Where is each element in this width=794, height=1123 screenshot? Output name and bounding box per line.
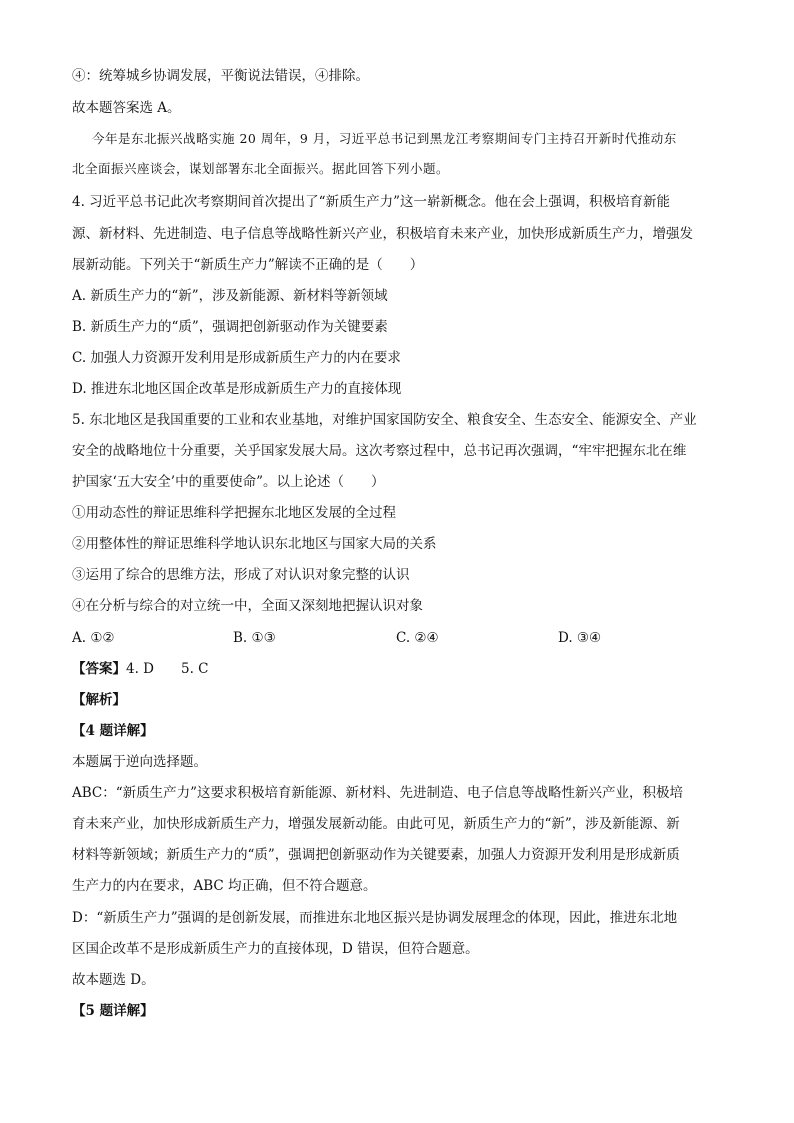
question-5-stem: 安全的战略地位十分重要，关乎国家发展大局。这次考察过程中，总书记再次强调，“牢牢把握东北在维 — [72, 443, 687, 459]
question-4-stem: 4. 习近平总书记此次考察期间首次提出了“新质生产力”这一崭新概念。他在会上强调，积极培育新能 — [72, 194, 670, 210]
answer-value: 4. D 5. C — [126, 661, 209, 677]
question-5-statement: ③运用了综合的思维方法，形成了对认识对象完整的认识 — [72, 567, 410, 583]
detail-4-line: 育未来产业，加快形成新质生产力，增强发展新动能。由此可见，新质生产力的“新”，涉及新能源、新 — [72, 816, 680, 832]
question-5-option-b: B. ①③ — [233, 630, 276, 646]
detail-4-line: D：“新质生产力”强调的是创新发展，而推进东北地区振兴是协调发展理念的体现，因此，推进东北地 — [72, 910, 678, 926]
question-4-option-d: D. 推进东北地区国企改革是形成新质生产力的直接体现 — [72, 381, 402, 397]
question-5-stem: 5. 东北地区是我国重要的工业和农业基地，对维护国家国防安全、粮食安全、生态安全、能源安全、产业 — [72, 412, 697, 428]
detail-4-line: 故本题选 D。 — [72, 972, 155, 988]
detail-4-line: 本题属于逆向选择题。 — [72, 754, 207, 770]
answer-label: 【答案】 — [72, 661, 126, 677]
question-4-stem: 源、新材料、先进制造、电子信息等战略性新兴产业，积极培育未来产业，加快形成新质生产力，增强发 — [72, 226, 693, 242]
question-5-option-d: D. ③④ — [558, 630, 602, 646]
text-line: 故本题答案选 A。 — [72, 100, 181, 116]
detail-4-line: 材料等新领域；新质生产力的“质”，强调把创新驱动作为关键要素，加强人力资源开发利用是形成新质 — [72, 847, 680, 863]
question-5-option-a: A. ①② — [72, 630, 115, 646]
question-4-option-b: B. 新质生产力的“质”，强调把创新驱动作为关键要素 — [72, 319, 388, 335]
detail-4-label: 【4 题详解】 — [72, 723, 154, 739]
passage-line: 北全面振兴座谈会，谋划部署东北全面振兴。据此回答下列小题。 — [72, 161, 450, 176]
detail-4-line: ABC：“新质生产力”这要求积极培育新能源、新材料、先进制造、电子信息等战略性新兴产业，积极培 — [72, 785, 684, 801]
question-4-stem: 展新动能。下列关于“新质生产力”解读不正确的是（ ） — [72, 257, 424, 273]
text-line: ④：统筹城乡协调发展，平衡说法错误，④排除。 — [72, 68, 369, 84]
analysis-label: 【解析】 — [72, 692, 126, 708]
question-5-statement: ①用动态性的辩证思维科学把握东北地区发展的全过程 — [72, 505, 396, 521]
detail-4-line: 区国企改革不是形成新质生产力的直接体现，D 错误，但符合题意。 — [72, 941, 479, 957]
answer-line — [72, 659, 209, 679]
detail-5-label: 【5 题详解】 — [72, 1003, 154, 1019]
question-5-option-c: C. ②④ — [396, 630, 439, 646]
passage-line: 今年是东北振兴战略实施 20 周年，9 月，习近平总书记到黑龙江考察期间专门主持召开新时代推动东 — [92, 131, 677, 146]
detail-4-line: 生产力的内在要求，ABC 均正确，但不符合题意。 — [72, 878, 377, 894]
question-5-stem: 护国家‘五大安全’中的重要使命”。以上论述（ ） — [72, 474, 385, 490]
question-4-option-a: A. 新质生产力的“新”，涉及新能源、新材料等新领域 — [72, 288, 388, 304]
question-5-statement: ②用整体性的辩证思维科学地认识东北地区与国家大局的关系 — [72, 536, 437, 552]
question-5-statement: ④在分析与综合的对立统一中，全面又深刻地把握认识对象 — [72, 598, 423, 614]
question-4-option-c: C. 加强人力资源开发利用是形成新质生产力的内在要求 — [72, 350, 401, 366]
